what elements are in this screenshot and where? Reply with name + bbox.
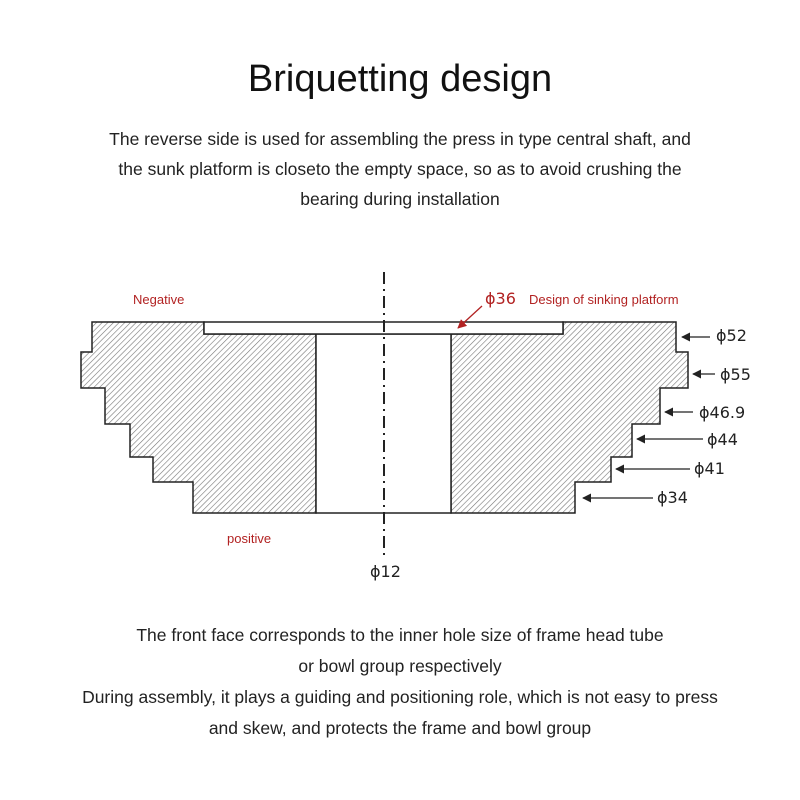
positive-label: positive <box>227 531 272 546</box>
dim-phi44: ϕ44 <box>707 430 738 449</box>
page-title: Briquetting design <box>247 58 553 100</box>
intro-line: the sunk platform is closeto the empty space, so as to avoid crushing the <box>118 159 682 179</box>
dim-phi41: ϕ41 <box>694 459 725 478</box>
right-section <box>451 322 688 513</box>
dim-phi46-9: ϕ46.9 <box>699 403 746 422</box>
intro-line: bearing during installation <box>300 189 500 209</box>
footer-line: or bowl group respectively <box>298 656 502 676</box>
footer-paragraph <box>20 620 780 744</box>
center-dimension: ϕ12 <box>370 562 401 581</box>
sink-label: Design of sinking platform <box>529 292 679 307</box>
footer-line: The front face corresponds to the inner hole size of frame head tube <box>136 625 664 645</box>
intro-line: The reverse side is used for assembling the press in type central shaft, and <box>109 129 691 149</box>
left-section <box>81 322 316 513</box>
dim-phi34: ϕ34 <box>657 488 688 507</box>
dim-phi52: ϕ52 <box>716 326 747 345</box>
negative-label: Negative <box>133 292 185 307</box>
footer-line: and skew, and protects the frame and bowl group <box>208 718 592 738</box>
sink-dimension: ϕ36 <box>485 289 516 308</box>
dim-phi55: ϕ55 <box>720 365 751 384</box>
footer-line: During assembly, it plays a guiding and positioning role, which is not easy to press <box>82 687 718 707</box>
